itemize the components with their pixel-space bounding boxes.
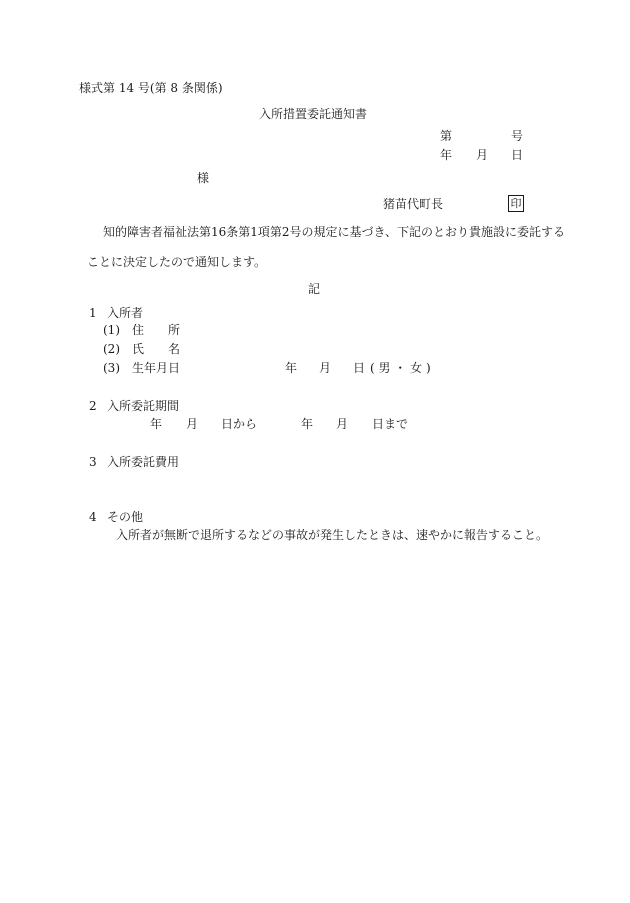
item-2-number: (2): [103, 342, 120, 356]
body-line-2: ことに決定したので通知します。: [87, 255, 267, 269]
date-day: 日: [511, 148, 524, 162]
item-1-number: (1): [103, 323, 120, 337]
period-from-month: 月: [186, 417, 199, 431]
item-3-label: 生年月日: [132, 361, 181, 375]
section-1-number: 1: [89, 306, 97, 320]
section-3-title: 入所委託費用: [107, 455, 180, 469]
section-2-title: 入所委託期間: [107, 399, 180, 413]
seal-mark: 印: [508, 195, 524, 212]
birth-year: 年: [285, 361, 298, 375]
item-1-label-b: 所: [168, 323, 181, 337]
number-dai: 第: [440, 129, 453, 143]
item-1-label-a: 住: [132, 323, 145, 337]
birth-month: 月: [319, 361, 332, 375]
section-2-number: 2: [89, 399, 97, 413]
period-from-year: 年: [150, 417, 163, 431]
period-from-day: 日から: [221, 417, 258, 431]
form-number-label: 様式第 14 号(第 8 条関係): [79, 81, 223, 95]
date-year: 年: [440, 148, 453, 162]
section-1-title: 入所者: [107, 306, 144, 320]
period-to-day: 日まで: [372, 417, 409, 431]
document-title: 入所措置委託通知書: [259, 107, 368, 121]
ki-heading: 記: [308, 282, 321, 296]
gender-choice: ( 男 ・ 女 ): [370, 361, 431, 375]
item-2-label-b: 名: [168, 342, 181, 356]
item-3-number: (3): [103, 361, 120, 375]
body-line-1: 知的障害者福祉法第16条第1項第2号の規定に基づき、下記のとおり貴施設に委託する: [103, 225, 566, 239]
birth-day: 日: [353, 361, 366, 375]
section-4-title: その他: [107, 510, 144, 524]
item-2-label-a: 氏: [132, 342, 145, 356]
addressee-suffix: 様: [197, 171, 210, 185]
number-go: 号: [511, 129, 524, 143]
sender-name: 猪苗代町長: [383, 197, 444, 211]
section-4-number: 4: [89, 510, 97, 524]
period-to-month: 月: [336, 417, 349, 431]
date-month: 月: [476, 148, 489, 162]
period-to-year: 年: [301, 417, 314, 431]
section-3-number: 3: [89, 455, 97, 469]
section-4-text: 入所者が無断で退所するなどの事故が発生したときは、速やかに報告すること。: [116, 528, 549, 542]
